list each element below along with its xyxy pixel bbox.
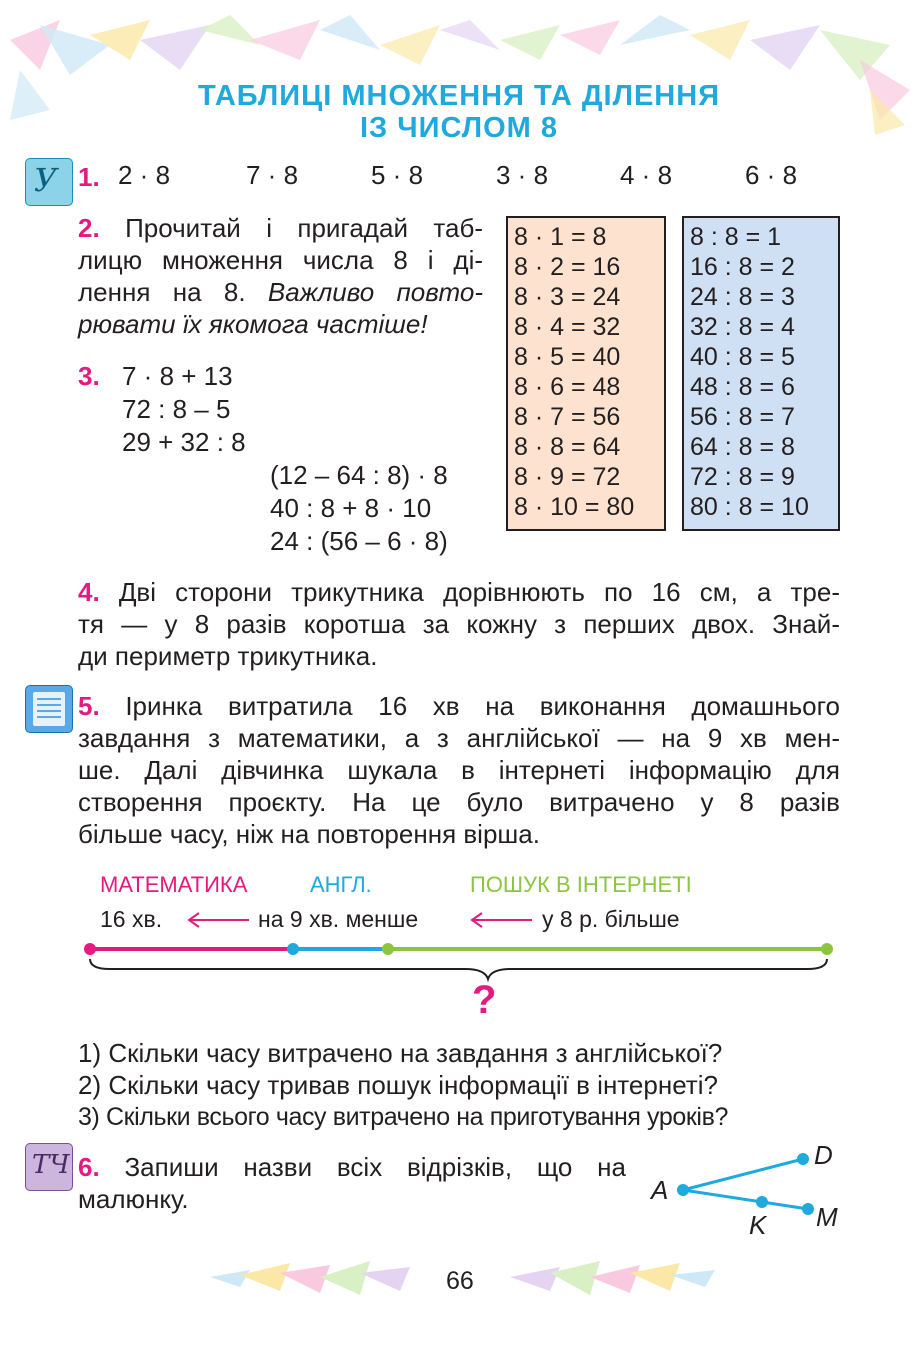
- value-internet: у 8 р. більше: [542, 906, 680, 932]
- label-internet: ПОШУК В ІНТЕРНЕТІ: [470, 872, 692, 897]
- div-row: 32 : 8 = 4: [690, 313, 795, 341]
- question-1: 1) Скільки часу витрачено на завдання з англійської?: [78, 1038, 723, 1068]
- arrow-left-icon: [185, 910, 251, 930]
- mult-row: 8 · 7 = 56: [514, 403, 621, 431]
- task3-expression: 40 : 8 + 8 · 10: [270, 493, 432, 523]
- task1-expression: 5 · 8: [371, 160, 424, 190]
- mult-row: 8 · 2 = 16: [514, 253, 621, 281]
- task3-expression: 29 + 32 : 8: [122, 427, 246, 457]
- task1-expression: 2 · 8: [118, 160, 171, 190]
- page-number: 66: [446, 1267, 474, 1295]
- decorative-footer-left: [210, 1255, 430, 1305]
- div-row: 24 : 8 = 3: [690, 283, 795, 311]
- mult-row: 8 · 6 = 48: [514, 373, 621, 401]
- div-row: 40 : 8 = 5: [690, 343, 795, 371]
- div-row: 16 : 8 = 2: [690, 253, 795, 281]
- segment-diagram: [80, 935, 840, 985]
- label-math: МАТЕМАТИКА: [100, 872, 248, 897]
- mult-row: 8 · 4 = 32: [514, 313, 621, 341]
- page-title-line2: ІЗ ЧИСЛОМ 8: [360, 112, 558, 144]
- task6-text: 6. Запиши назви всіх відрізків, що на малюнку.: [78, 1152, 626, 1214]
- div-row: 64 : 8 = 8: [690, 433, 795, 461]
- task1-expression: 7 · 8: [246, 160, 299, 190]
- div-row: 72 : 8 = 9: [690, 463, 795, 491]
- question-2: 2) Скільки часу тривав пошук інформації в інтернеті?: [78, 1070, 718, 1100]
- question-mark: ?: [472, 978, 497, 1022]
- task3-expression: 24 : (56 – 6 · 8): [270, 526, 448, 556]
- question-3: 3) Скільки всього часу витрачено на приготування уроків?: [78, 1103, 728, 1131]
- point-label-d: D: [814, 1140, 833, 1170]
- notebook-icon: [25, 685, 73, 733]
- task3-expression: (12 – 64 : 8) · 8: [270, 460, 448, 490]
- div-row: 48 : 8 = 6: [690, 373, 795, 401]
- task1-expression: 4 · 8: [620, 160, 673, 190]
- point-label-a: A: [651, 1175, 669, 1205]
- div-row: 8 : 8 = 1: [690, 223, 782, 251]
- task5-text: 5. Іринка витратила 16 хв на виконання домашнього завдання з математики, а з англійської — на 9 хв мен- ше. Далі дівчинка шукала в інтернеті інформацію для створення проєкту. На це було витрачено у 8 разів більше часу, ніж на повторення вірша.: [78, 691, 840, 849]
- badge-tch-icon: ТЧ: [25, 1143, 73, 1191]
- task4-text: 4. Дві сторони трикутника дорівнюють по 16 см, а тре- тя — у 8 разів коротша за кожну з перших двох. Знай- ди периметр трикутника.: [78, 577, 840, 671]
- task2-text: 2. Прочитай і пригадай таб- лицю множення числа 8 і ді- лення на 8. Важливо повто- рювати їх якомога частіше!: [78, 213, 483, 339]
- decorative-footer-right: [500, 1255, 720, 1305]
- div-row: 56 : 8 = 7: [690, 403, 795, 431]
- task3-expression: 7 · 8 + 13: [122, 361, 233, 391]
- arrow-left-icon: [468, 910, 534, 930]
- point-label-k: K: [749, 1210, 767, 1240]
- mult-row: 8 · 5 = 40: [514, 343, 621, 371]
- value-english: на 9 хв. менше: [258, 906, 419, 932]
- task1-number: 1.: [78, 162, 100, 192]
- task1-expression: 3 · 8: [496, 160, 549, 190]
- mult-row: 8 · 1 = 8: [514, 223, 607, 251]
- multiplication-table: [506, 216, 666, 531]
- mult-row: 8 · 9 = 72: [514, 463, 621, 491]
- label-english: АНГЛ.: [310, 872, 372, 897]
- mult-row: 8 · 3 = 24: [514, 283, 621, 311]
- page-title-line1: ТАБЛИЦІ МНОЖЕННЯ ТА ДІЛЕННЯ: [197, 80, 721, 112]
- point-label-m: M: [816, 1202, 838, 1232]
- task3-number: 3.: [78, 361, 100, 391]
- mult-row: 8 · 10 = 80: [514, 493, 635, 521]
- value-math: 16 хв.: [100, 906, 163, 932]
- division-table: [682, 216, 840, 531]
- badge-u-icon: У: [25, 158, 73, 206]
- mult-row: 8 · 8 = 64: [514, 433, 621, 461]
- task1-expression: 6 · 8: [745, 160, 798, 190]
- task3-expression: 72 : 8 – 5: [122, 394, 231, 424]
- div-row: 80 : 8 = 10: [690, 493, 809, 521]
